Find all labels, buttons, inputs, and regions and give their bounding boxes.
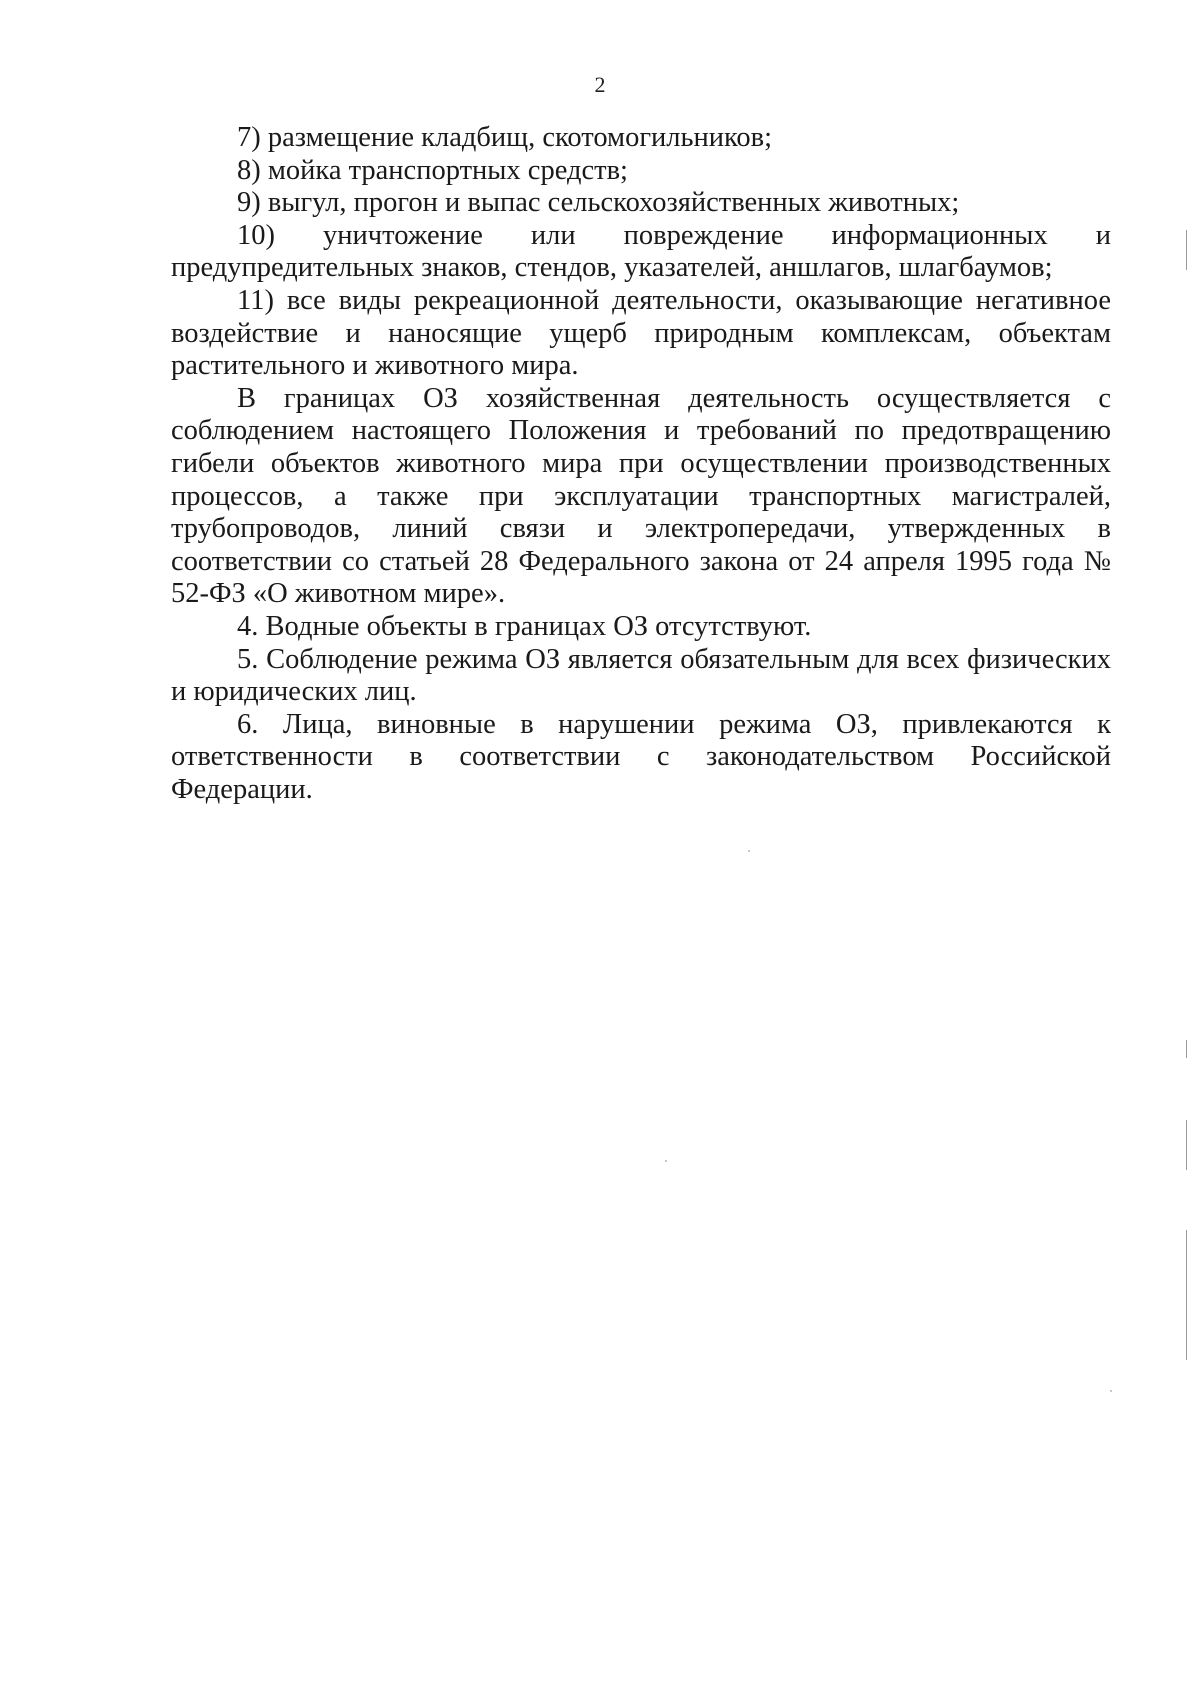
list-item-11: 11) все виды рекреационной деятельности, оказывающие негативное воздействие и наносящие ущерб природным комплексам, объектам растительного и животного мира. xyxy=(171,284,1111,382)
list-item-9: 9) выгул, прогон и выпас сельскохозяйственных животных; xyxy=(237,187,960,219)
document-body xyxy=(171,122,1111,806)
list-item-10: 10) уничтожение или повреждение информационных и предупредительных знаков, стендов, указателей, аншлагов, шлагбаумов; xyxy=(171,219,1111,284)
scan-edge-mark xyxy=(1186,1120,1187,1170)
scan-edge-mark xyxy=(1186,1040,1187,1058)
paragraph-economic-activity: В границах ОЗ хозяйственная деятельность осуществляется с соблюдением настоящего Положения и требований по предотвращению гибели объектов животного мира при осуществлении производственных процессов, а также при эксплуатации транспортных магистралей, трубопроводов, линий связи и электропередачи, утвержденных в соответствии со статьей 28 Федерального закона от 24 апреля 1995 года № 52-ФЗ «О животном мире». xyxy=(171,382,1111,610)
scan-edge-mark xyxy=(1186,230,1187,270)
scan-speck xyxy=(1110,1390,1112,1392)
section-4-water-bodies: 4. Водные объекты в границах ОЗ отсутствуют. xyxy=(237,610,812,642)
section-5-compliance: 5. Соблюдение режима ОЗ является обязательным для всех физических и юридических лиц. xyxy=(171,643,1111,708)
page-number: 2 xyxy=(594,72,606,97)
list-item-7: 7) размещение кладбищ, скотомогильников; xyxy=(237,122,773,153)
section-6-liability: 6. Лица, виновные в нарушении режима ОЗ, привлекаются к ответственности в соответствии с законодательством Российской Федерации. xyxy=(171,708,1111,805)
scan-speck xyxy=(665,1160,667,1162)
scan-speck xyxy=(748,850,750,852)
scan-edge-mark xyxy=(1186,1230,1187,1360)
list-item-8: 8) мойка транспортных средств; xyxy=(237,154,628,186)
